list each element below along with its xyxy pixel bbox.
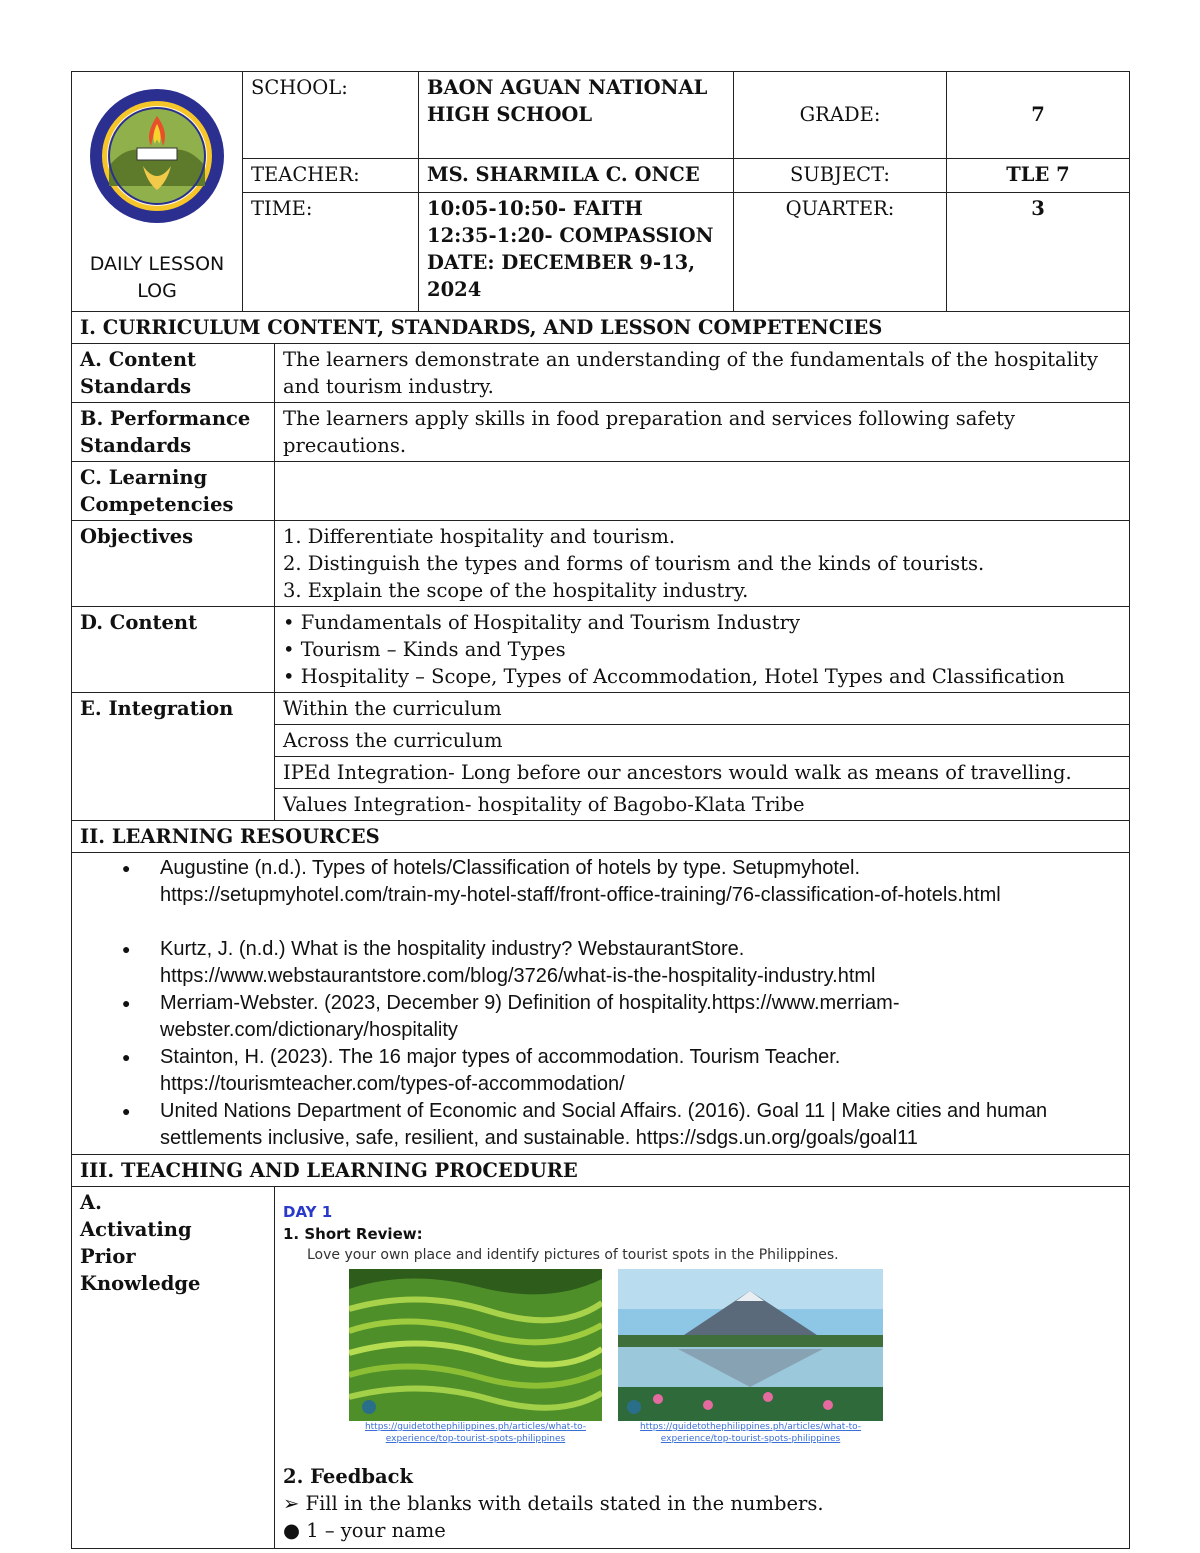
- learning-competencies-label: C. Learning Competencies: [72, 462, 275, 521]
- content-list: [275, 607, 1130, 693]
- short-review-desc: Love your own place and identify pictures of tourist spots in the Philippines.: [307, 1247, 839, 1263]
- objectives-label: Objectives: [72, 521, 275, 607]
- content-item: • Fundamentals of Hospitality and Tourism Industry: [283, 611, 800, 634]
- content-item: • Hospitality – Scope, Types of Accommodation, Hotel Types and Classification: [283, 665, 1065, 688]
- resource-item: ● Merriam-Webster. (2023, December 9) Definition of hospitality.https://www.merriam-webster.com/dictionary/hospitality: [160, 990, 1121, 1044]
- grade-value: 7: [947, 72, 1130, 159]
- integration-item: Within the curriculum: [275, 693, 1130, 725]
- content-label: D. Content: [72, 607, 275, 693]
- resource-item: ● Kurtz, J. (n.d.) What is the hospitality industry? WebstaurantStore. https://www.webstaurantstore.com/blog/3726/what-is-the-hospitality-industry.html: [160, 936, 1121, 990]
- activating-prior-knowledge-label: A. Activating Prior Knowledge: [72, 1187, 275, 1549]
- rice-terraces-image: [349, 1269, 602, 1421]
- school-label: SCHOOL:: [243, 72, 419, 159]
- resource-item: ● Stainton, H. (2023). The 16 major types of accommodation. Tourism Teacher. https://tourismteacher.com/types-of-accommodation/: [160, 1044, 1121, 1098]
- subject-label: SUBJECT:: [734, 158, 947, 192]
- content-standards-label: A. Content Standards: [72, 344, 275, 403]
- daily-lesson-log-document: [71, 71, 1129, 1549]
- lesson-log-table: [71, 71, 1130, 1549]
- integration-label: E. Integration: [72, 693, 275, 821]
- resources-list-continued: [80, 936, 1121, 1152]
- learning-competencies-value: [275, 462, 1130, 521]
- time-value: [419, 192, 734, 311]
- performance-standards-text: The learners apply skills in food preparation and services following safety precautions.: [275, 403, 1130, 462]
- resource-item: ● Augustine (n.d.). Types of hotels/Classification of hotels by type. Setupmyhotel. https://setupmyhotel.com/train-my-hotel-staff/front-office-training/76-classification-of-hotels.html: [160, 855, 1121, 909]
- time-line-1: 10:05-10:50- FAITH: [427, 196, 643, 220]
- quarter-value: 3: [947, 192, 1130, 311]
- section-3-title: III. TEACHING AND LEARNING PROCEDURE: [72, 1155, 1130, 1187]
- time-label: TIME:: [243, 192, 419, 311]
- content-item: • Tourism – Kinds and Types: [283, 638, 566, 661]
- integration-item: Values Integration- hospitality of Bagobo-Klata Tribe: [275, 789, 1130, 821]
- photo-block-rice-terraces: [349, 1269, 602, 1445]
- time-line-2: 12:35-1:20- COMPASSION: [427, 223, 714, 247]
- short-review-title: 1. Short Review:: [283, 1225, 423, 1243]
- resource-item: ● United Nations Department of Economic and Social Affairs. (2016). Goal 11 | Make cities and human settlements inclusive, safe, resilient, and sustainable. https://sdgs.un.org/goals/goal11: [160, 1098, 1121, 1152]
- logo-cell: [72, 72, 243, 312]
- school-seal-icon: [87, 86, 227, 226]
- objective-item: 2. Distinguish the types and forms of tourism and the kinds of tourists.: [283, 552, 985, 575]
- day-label: DAY 1: [283, 1203, 333, 1221]
- photo-caption-link[interactable]: https://guidetothephilippines.ph/articles/what-to-experience/top-tourist-spots-philippines: [639, 1422, 862, 1444]
- feedback-instruction: ➢ Fill in the blanks with details stated in the numbers.: [283, 1492, 824, 1515]
- content-standards-text: The learners demonstrate an understanding of the fundamentals of the hospitality and tourism industry.: [275, 344, 1130, 403]
- date-line: DATE: DECEMBER 9-13, 2024: [427, 250, 696, 301]
- teacher-label: TEACHER:: [243, 158, 419, 192]
- photo-caption-link[interactable]: https://guidetothephilippines.ph/articles/what-to-experience/top-tourist-spots-philippines: [364, 1422, 587, 1444]
- feedback-item: ● 1 – your name: [283, 1519, 446, 1542]
- resources-cell: [72, 853, 1130, 1155]
- activating-prior-knowledge-content: [275, 1187, 1130, 1549]
- teacher-value: MS. SHARMILA C. ONCE: [419, 158, 734, 192]
- tourist-spot-photos: [349, 1269, 1121, 1445]
- integration-item: Across the curriculum: [275, 725, 1130, 757]
- quarter-label: QUARTER:: [734, 192, 947, 311]
- performance-standards-label: B. Performance Standards: [72, 403, 275, 462]
- section-1-title: I. CURRICULUM CONTENT, STANDARDS, AND LESSON COMPETENCIES: [72, 312, 1130, 344]
- objective-item: 1. Differentiate hospitality and tourism.: [283, 525, 676, 548]
- log-title: DAILY LESSON LOG: [89, 253, 225, 302]
- integration-item: IPEd Integration- Long before our ancestors would walk as means of travelling.: [275, 757, 1130, 789]
- resources-list: [80, 855, 1121, 909]
- grade-label: GRADE:: [734, 72, 947, 159]
- section-2-title: II. LEARNING RESOURCES: [72, 821, 1130, 853]
- school-value: BAON AGUAN NATIONAL HIGH SCHOOL: [419, 72, 734, 159]
- feedback-title: 2. Feedback: [283, 1465, 414, 1488]
- subject-value: TLE 7: [947, 158, 1130, 192]
- mayon-volcano-image: [618, 1269, 883, 1421]
- photo-block-mayon-volcano: [618, 1269, 883, 1445]
- objective-item: 3. Explain the scope of the hospitality industry.: [283, 579, 749, 602]
- objectives-list: [275, 521, 1130, 607]
